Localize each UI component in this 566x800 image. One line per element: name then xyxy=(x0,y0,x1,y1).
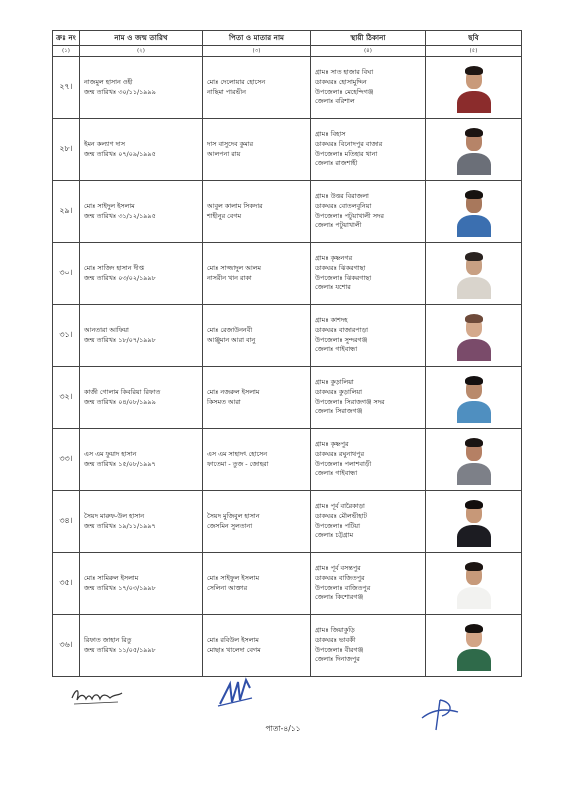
header-parents: পিতা ও মাতার নাম xyxy=(203,31,311,46)
candidate-name: ইমন কল্যাণ দাস xyxy=(84,139,125,148)
photo-cell xyxy=(426,491,522,553)
address-cell xyxy=(311,57,426,119)
address-upazila: উপজেলাঃ মতিহার থানা xyxy=(315,149,378,158)
candidate-photo xyxy=(454,435,494,485)
father-name: দাস বাসুদেব কুমার xyxy=(207,139,253,148)
parents-cell xyxy=(203,429,311,491)
mother-name: নাসরীন খান রাকা xyxy=(207,273,252,282)
candidate-photo xyxy=(454,311,494,361)
address-post-office: ডাকঘরঃ কুড়ালিয়া xyxy=(315,387,363,396)
table-body xyxy=(53,57,522,677)
address-village: গ্রামঃ কৃষ্ণনগর xyxy=(315,253,353,262)
father-name: মোঃ সাজ্জাদুল আলম xyxy=(207,263,261,272)
name-cell xyxy=(80,429,203,491)
parents-cell xyxy=(203,181,311,243)
address-district: জেলাঃ গাইবান্ধা xyxy=(315,345,358,354)
address-upazila: উপজেলাঃ মেহেন্দিগঞ্জ xyxy=(315,87,374,96)
photo-cell xyxy=(426,181,522,243)
photo-cell xyxy=(426,429,522,491)
mother-name: কিসমত আরা xyxy=(207,397,241,406)
address-cell xyxy=(311,181,426,243)
candidate-name: সৈয়দ মারুফ-উল হাসান xyxy=(84,511,145,520)
birth-date: জন্ম তারিখঃ ১১/০৫/১৯৯৮ xyxy=(84,645,156,654)
serial-number: ৩৫। xyxy=(53,553,80,615)
address-post-office: ডাকঘরঃ মৌলভীহাট xyxy=(315,511,367,520)
father-name: মোঃ রবিউল ইসলাম xyxy=(207,635,259,644)
address-post-office: ডাকঘরঃ বোতলবুনিয়া xyxy=(315,201,372,210)
photo-cell xyxy=(426,367,522,429)
address-post-office: ডাকঘরঃ রঘুনাথপুর xyxy=(315,449,365,458)
signature-middle xyxy=(216,676,256,710)
photo-cell xyxy=(426,243,522,305)
birth-date: জন্ম তারিখঃ ৩০/১১/১৯৯৯ xyxy=(84,87,156,96)
candidate-name: মোঃ সাজিদ হাসান দীপ্ত xyxy=(84,263,145,272)
parents-cell xyxy=(203,243,311,305)
address-upazila: উপজেলাঃ সুন্দরগঞ্জ xyxy=(315,335,368,344)
birth-date: জন্ম তারিখঃ ০৭/০৯/১৯৯৫ xyxy=(84,149,156,158)
candidate-name: মোঃ সাইদুল ইসলাম xyxy=(84,201,135,210)
address-district: জেলাঃ পটুয়াখালী xyxy=(315,221,362,230)
signature-left xyxy=(68,684,128,708)
name-cell xyxy=(80,243,203,305)
table-header-row xyxy=(53,31,522,46)
column-index: (১) xyxy=(53,46,80,57)
address-upazila: উপজেলাঃ পটিয়া xyxy=(315,521,360,530)
father-name: মোঃ দেলোয়ার হোসেন xyxy=(207,77,266,86)
name-cell xyxy=(80,181,203,243)
name-cell xyxy=(80,119,203,181)
name-cell xyxy=(80,367,203,429)
address-district: জেলাঃ দিনাজপুর xyxy=(315,655,360,664)
candidate-photo xyxy=(454,125,494,175)
parents-cell xyxy=(203,119,311,181)
column-index-row xyxy=(53,46,522,57)
address-cell xyxy=(311,305,426,367)
father-name: মোঃ সাইফুল ইসলাম xyxy=(207,573,260,582)
column-index: (৫) xyxy=(426,46,522,57)
mother-name: আঞ্জুমান আরা বানু xyxy=(207,335,256,344)
address-village: গ্রামঃ পূর্ব বসন্তপুর xyxy=(315,563,361,572)
birth-date: জন্ম তারিখঃ ১৮/০৭/১৯৯৮ xyxy=(84,335,156,344)
address-cell xyxy=(311,243,426,305)
candidate-name: এস এম ফুয়াদ হাসান xyxy=(84,449,137,458)
candidate-photo xyxy=(454,497,494,547)
address-village: গ্রামঃ বিহাস xyxy=(315,129,346,138)
parents-cell xyxy=(203,305,311,367)
mother-name: সেলিনা আক্তার xyxy=(207,583,248,592)
address-district: জেলাঃ বরিশাল xyxy=(315,97,355,106)
birth-date: জন্ম তারিখঃ ০৪/০৮/১৯৯৯ xyxy=(84,397,156,406)
father-name: মোঃ নজরুল ইসলাম xyxy=(207,387,260,396)
address-village: গ্রামঃ জিয়াকুড়ি xyxy=(315,625,355,634)
table-row xyxy=(53,429,522,491)
address-district: জেলাঃ যশোর xyxy=(315,283,351,292)
address-cell xyxy=(311,367,426,429)
table-row xyxy=(53,181,522,243)
address-post-office: ডাকঘরঃ বিনোদপুর বাজার xyxy=(315,139,383,148)
table-row xyxy=(53,615,522,677)
parents-cell xyxy=(203,367,311,429)
birth-date: জন্ম তারিখঃ ১৭/০৩/১৯৯৮ xyxy=(84,583,156,592)
serial-number: ৩০। xyxy=(53,243,80,305)
parents-cell xyxy=(203,57,311,119)
photo-cell xyxy=(426,553,522,615)
candidate-photo xyxy=(454,187,494,237)
candidate-table xyxy=(52,30,522,677)
photo-cell xyxy=(426,305,522,367)
address-upazila: উপজেলাঃ বাজিতপুর xyxy=(315,583,371,592)
address-upazila: উপজেলাঃ পটুয়াখালী সদর xyxy=(315,211,384,220)
serial-number: ২৭। xyxy=(53,57,80,119)
address-upazila: উপজেলাঃ ঝিকরগাছা xyxy=(315,273,372,282)
address-district: জেলাঃ কিশোরগঞ্জ xyxy=(315,593,364,602)
mother-name: ফাতেমা - তুজ - জোহরা xyxy=(207,459,269,468)
address-district: জেলাঃ চট্টগ্রাম xyxy=(315,531,354,540)
column-index: (৩) xyxy=(203,46,311,57)
candidate-name: নাজমুল হাসান ওহী xyxy=(84,77,133,86)
address-cell xyxy=(311,119,426,181)
father-name: মোঃ রেজাউননবী xyxy=(207,325,253,334)
header-address: স্থায়ী ঠিকানা xyxy=(311,31,426,46)
address-district: জেলাঃ রাজশাহী xyxy=(315,159,358,168)
address-upazila: উপজেলাঃ পলাশবাড়ী xyxy=(315,459,372,468)
candidate-photo xyxy=(454,63,494,113)
address-district: জেলাঃ গাইবান্ধা xyxy=(315,469,358,478)
name-cell xyxy=(80,57,203,119)
serial-number: ৩৪। xyxy=(53,491,80,553)
serial-number: ৩৬। xyxy=(53,615,80,677)
birth-date: জন্ম তারিখঃ ৩১/১২/১৯৯৫ xyxy=(84,211,156,220)
address-village: গ্রামঃ উত্তর বিরাজলা xyxy=(315,191,369,200)
table-row xyxy=(53,57,522,119)
address-cell xyxy=(311,615,426,677)
birth-date: জন্ম তারিখঃ ১৯/১১/১৯৯৭ xyxy=(84,521,156,530)
serial-number: ৩১। xyxy=(53,305,80,367)
table-row xyxy=(53,243,522,305)
mother-name: আলপনা রায় xyxy=(207,149,241,158)
birth-date: জন্ম তারিখঃ ০৩/০২/১৯৯৮ xyxy=(84,273,156,282)
address-cell xyxy=(311,553,426,615)
candidate-name: মোঃ সামিরুল ইসলাম xyxy=(84,573,139,582)
candidate-photo xyxy=(454,373,494,423)
address-post-office: ডাকঘরঃ হোসামুদ্দিন xyxy=(315,77,367,86)
name-cell xyxy=(80,553,203,615)
address-village: গ্রামঃ সাত হাজার বিঘা xyxy=(315,67,374,76)
candidate-name: রিফাত জাহান রিতু xyxy=(84,635,132,644)
birth-date: জন্ম তারিখঃ ১৫/০৮/১৯৯৭ xyxy=(84,459,156,468)
serial-number: ৩৩। xyxy=(53,429,80,491)
table-row xyxy=(53,553,522,615)
mother-name: শাহীনুর বেগম xyxy=(207,211,242,220)
column-index: (২) xyxy=(80,46,203,57)
candidate-photo xyxy=(454,559,494,609)
name-cell xyxy=(80,615,203,677)
address-post-office: ডাকঘরঃ ভাবকী xyxy=(315,635,356,644)
father-name: সৈয়দ মুজিবুল হাসান xyxy=(207,511,260,520)
address-village: গ্রামঃ পূর্ব বারৈকাড়া xyxy=(315,501,365,510)
name-cell xyxy=(80,491,203,553)
candidate-photo xyxy=(454,249,494,299)
address-post-office: ডাকঘরঃ ঝিকরগাছা xyxy=(315,263,366,272)
header-photo: ছবি xyxy=(426,31,522,46)
address-cell xyxy=(311,491,426,553)
table-row xyxy=(53,119,522,181)
father-name: আবুল কালাম সিকদার xyxy=(207,201,263,210)
mother-name: জেসমিন সুলতানা xyxy=(207,521,253,530)
father-name: এস এম সাহাদৎ হোসেন xyxy=(207,449,268,458)
photo-cell xyxy=(426,615,522,677)
address-post-office: ডাকঘরঃ বাজারপাড়া xyxy=(315,325,369,334)
address-district: জেলাঃ সিরাজগঞ্জ xyxy=(315,407,363,416)
candidate-name: আনতারা আফিয়া xyxy=(84,325,129,334)
photo-cell xyxy=(426,119,522,181)
address-village: গ্রামঃ কুড়ালিয়া xyxy=(315,377,354,386)
serial-number: ২৮। xyxy=(53,119,80,181)
parents-cell xyxy=(203,615,311,677)
address-village: গ্রামঃ কৃষ্ণপুর xyxy=(315,439,349,448)
address-upazila: উপজেলাঃ সিরাজগঞ্জ সদর xyxy=(315,397,385,406)
table-row xyxy=(53,305,522,367)
header-sl: ক্রঃ নং xyxy=(53,31,80,46)
serial-number: ৩২। xyxy=(53,367,80,429)
table-row xyxy=(53,367,522,429)
mother-name: নাছিমা পারভীন xyxy=(207,87,246,96)
candidate-name: কাজী গোলাম কিবরিয়া রিফাত xyxy=(84,387,161,396)
parents-cell xyxy=(203,491,311,553)
address-post-office: ডাকঘরঃ বাজিতপুর xyxy=(315,573,365,582)
mother-name: মোছাঃ খালেদা বেগম xyxy=(207,645,261,654)
header-name: নাম ও জন্ম তারিখ xyxy=(80,31,203,46)
candidate-photo xyxy=(454,621,494,671)
page-number: পাতা-৪/১১ xyxy=(265,724,301,733)
address-village: গ্রামঃ কাশদহ xyxy=(315,315,348,324)
address-upazila: উপজেলাঃ বীরগঞ্জ xyxy=(315,645,364,654)
column-index: (৪) xyxy=(311,46,426,57)
photo-cell xyxy=(426,57,522,119)
address-cell xyxy=(311,429,426,491)
table-row xyxy=(53,491,522,553)
name-cell xyxy=(80,305,203,367)
parents-cell xyxy=(203,553,311,615)
serial-number: ২৯। xyxy=(53,181,80,243)
